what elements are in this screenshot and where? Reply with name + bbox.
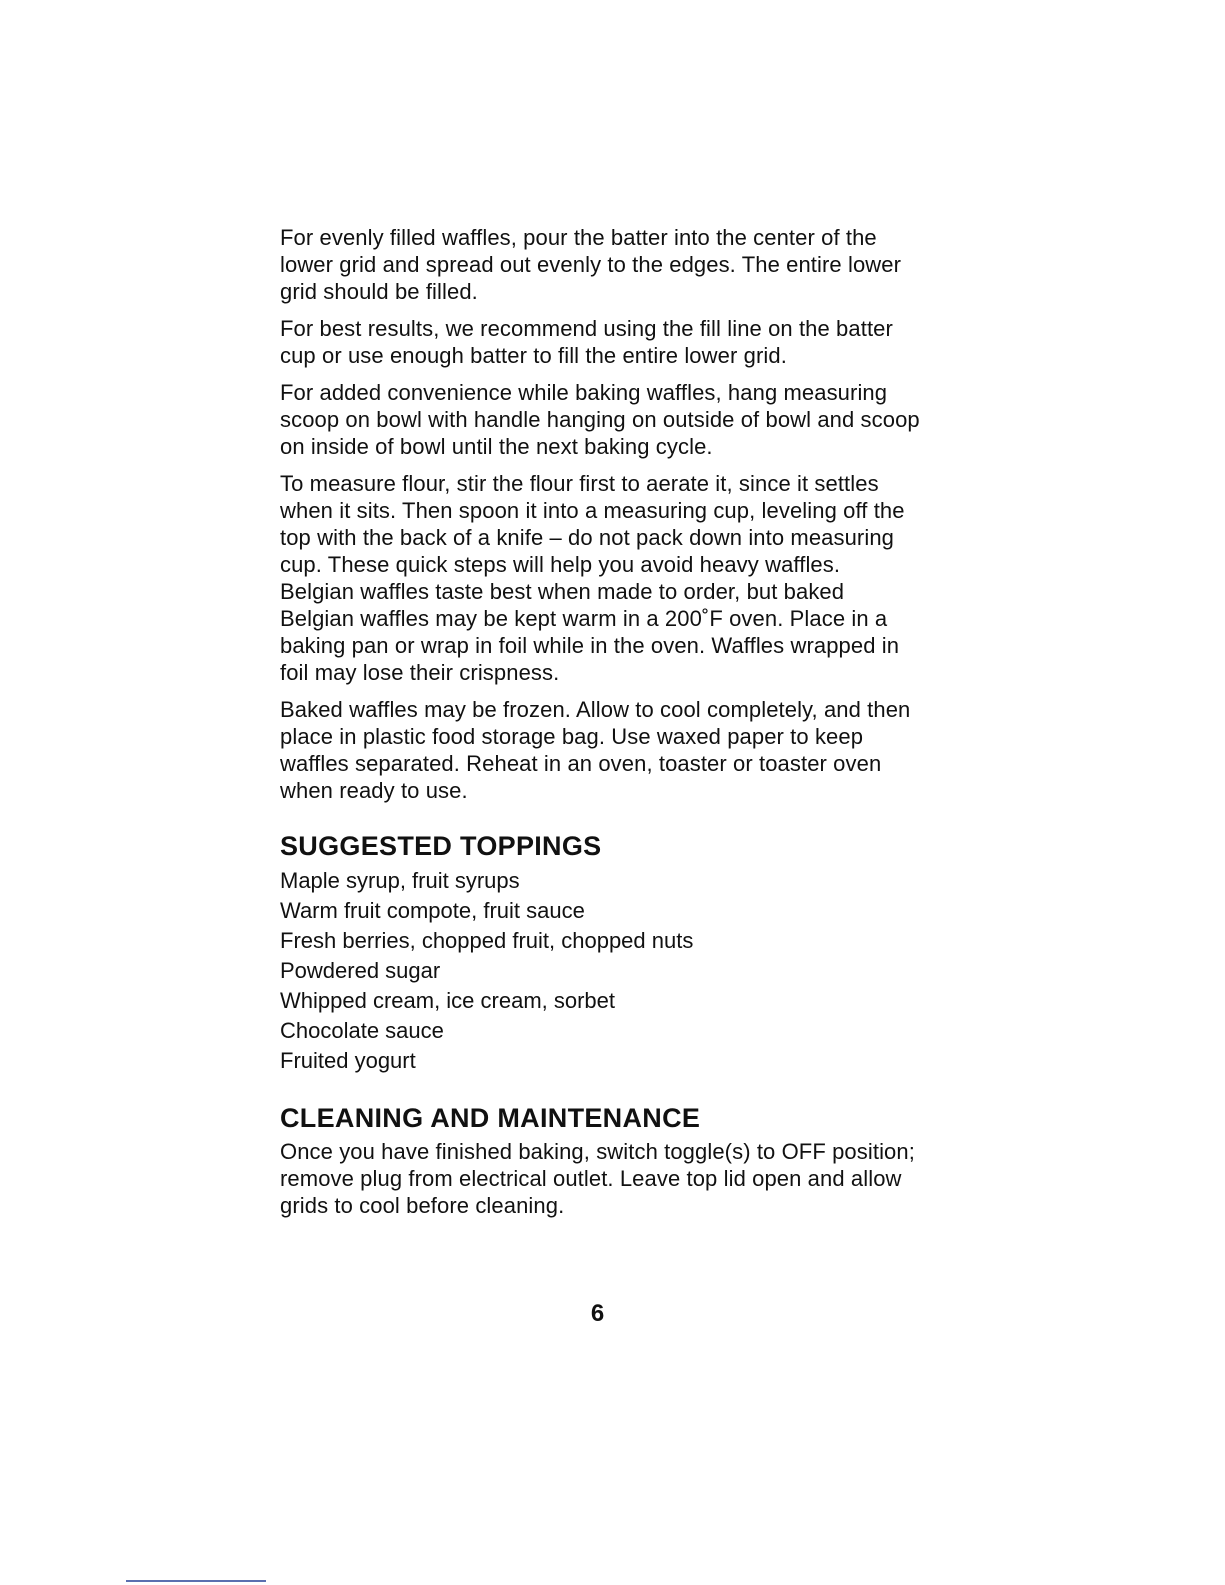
paragraph-measure-flour: To measure flour, stir the flour first to aerate it, since it settles when it sits. Then spoon it into a measuring cup, leveling off the top with the back of a knife – do not pack down into measuring cup. These quick steps will help you avoid heavy waffles. Belgian waffles taste best when made to order, but baked Belgian waffles may be kept warm in a 200˚F oven. Place in a baking pan or wrap in foil while in the oven. Waffles wrapped in foil may lose their crispness.: [280, 471, 905, 685]
paragraph-best-results: For best results, we recommend using the fill line on the batter cup or use enough batter to fill the entire lower grid.: [280, 316, 893, 368]
list-item: Fresh berries, chopped fruit, chopped nuts: [280, 928, 694, 953]
paragraph-fill-batter: For evenly filled waffles, pour the batter into the center of the lower grid and spread out evenly to the edges. The entire lower grid should be filled.: [280, 225, 902, 304]
page-number: 6: [590, 1300, 605, 1327]
list-item: Fruited yogurt: [280, 1048, 416, 1073]
cleaning-heading: CLEANING AND MAINTENANCE: [280, 1103, 701, 1133]
list-item: Maple syrup, fruit syrups: [280, 868, 520, 893]
list-item: Powdered sugar: [280, 958, 441, 983]
paragraph-measuring-scoop: For added convenience while baking waffles, hang measuring scoop on bowl with handle hanging on outside of bowl and scoop on inside of bowl until the next baking cycle.: [280, 380, 920, 459]
toppings-heading: SUGGESTED TOPPINGS: [280, 831, 602, 861]
toppings-list: [280, 866, 920, 1076]
scan-artifact-line: [126, 1580, 266, 1582]
manual-page: [280, 224, 920, 1229]
paragraph-cleaning: Once you have finished baking, switch toggle(s) to OFF position; remove plug from electrical outlet. Leave top lid open and allow grids to cool before cleaning.: [280, 1139, 915, 1218]
paragraph-freezing: Baked waffles may be frozen. Allow to cool completely, and then place in plastic food storage bag. Use waxed paper to keep waffles separated. Reheat in an oven, toaster or toaster oven when ready to use.: [280, 697, 911, 803]
list-item: Warm fruit compote, fruit sauce: [280, 898, 585, 923]
list-item: Whipped cream, ice cream, sorbet: [280, 988, 616, 1013]
list-item: Chocolate sauce: [280, 1018, 444, 1043]
